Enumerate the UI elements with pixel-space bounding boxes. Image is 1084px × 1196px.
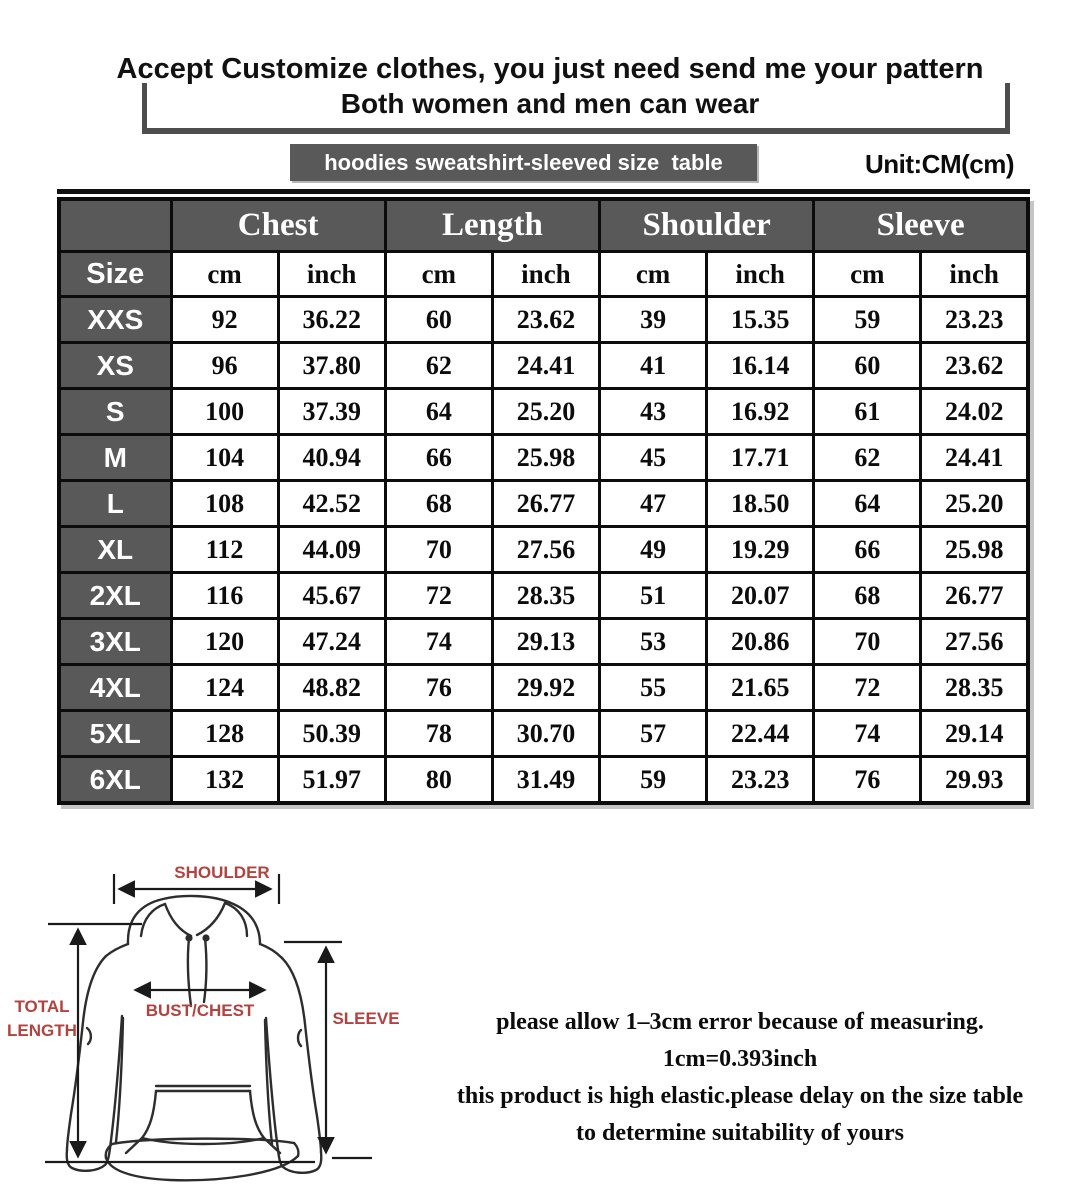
value-cell: 18.50 xyxy=(707,481,814,527)
value-cell: 48.82 xyxy=(278,665,385,711)
value-cell: 36.22 xyxy=(278,297,385,343)
value-cell: 47.24 xyxy=(278,619,385,665)
value-cell: 21.65 xyxy=(707,665,814,711)
value-cell: 60 xyxy=(385,297,492,343)
group-header-shoulder: Shoulder xyxy=(600,199,814,252)
sub-header-row xyxy=(59,252,1028,297)
value-cell: 17.71 xyxy=(707,435,814,481)
value-cell: 31.49 xyxy=(492,757,599,804)
header-text xyxy=(90,52,1010,121)
value-cell: 30.70 xyxy=(492,711,599,757)
value-cell: 19.29 xyxy=(707,527,814,573)
value-cell: 25.98 xyxy=(492,435,599,481)
table-row xyxy=(59,435,1028,481)
corner-cell xyxy=(59,199,171,252)
size-label-cell: S xyxy=(59,389,171,435)
value-cell: 25.98 xyxy=(921,527,1028,573)
value-cell: 59 xyxy=(814,297,921,343)
value-cell: 108 xyxy=(171,481,278,527)
value-cell: 43 xyxy=(600,389,707,435)
value-cell: 41 xyxy=(600,343,707,389)
value-cell: 76 xyxy=(814,757,921,804)
table-row xyxy=(59,481,1028,527)
unit-header-cell: cm xyxy=(171,252,278,297)
value-cell: 60 xyxy=(814,343,921,389)
table-top-rule xyxy=(57,189,1030,194)
value-cell: 68 xyxy=(814,573,921,619)
unit-header-cell: inch xyxy=(278,252,385,297)
unit-header-cell: cm xyxy=(814,252,921,297)
unit-label: Unit:CM(cm) xyxy=(864,149,1014,179)
value-cell: 80 xyxy=(385,757,492,804)
value-cell: 72 xyxy=(814,665,921,711)
unit-header-cell: inch xyxy=(921,252,1028,297)
value-cell: 28.35 xyxy=(492,573,599,619)
table-row xyxy=(59,343,1028,389)
value-cell: 104 xyxy=(171,435,278,481)
value-cell: 70 xyxy=(385,527,492,573)
value-cell: 66 xyxy=(814,527,921,573)
size-label-cell: XXS xyxy=(59,297,171,343)
note-line: to determine suitability of yours xyxy=(576,1120,904,1146)
value-cell: 74 xyxy=(385,619,492,665)
size-label-cell: 5XL xyxy=(59,711,171,757)
size-label-cell: 3XL xyxy=(59,619,171,665)
value-cell: 23.23 xyxy=(707,757,814,804)
value-cell: 16.92 xyxy=(707,389,814,435)
value-cell: 66 xyxy=(385,435,492,481)
table-row xyxy=(59,527,1028,573)
value-cell: 132 xyxy=(171,757,278,804)
size-label-cell: XL xyxy=(59,527,171,573)
value-cell: 29.92 xyxy=(492,665,599,711)
value-cell: 78 xyxy=(385,711,492,757)
value-cell: 25.20 xyxy=(492,389,599,435)
note-line: please allow 1–3cm error because of measuring. xyxy=(496,1009,984,1035)
size-header-cell: Size xyxy=(59,252,171,297)
value-cell: 76 xyxy=(385,665,492,711)
value-cell: 26.77 xyxy=(921,573,1028,619)
group-header-row xyxy=(59,199,1028,252)
value-cell: 39 xyxy=(600,297,707,343)
value-cell: 23.23 xyxy=(921,297,1028,343)
group-header-chest: Chest xyxy=(171,199,385,252)
notes-block xyxy=(408,1004,1072,1152)
value-cell: 45 xyxy=(600,435,707,481)
value-cell: 20.07 xyxy=(707,573,814,619)
value-cell: 29.93 xyxy=(921,757,1028,804)
value-cell: 24.41 xyxy=(921,435,1028,481)
value-cell: 27.56 xyxy=(921,619,1028,665)
shoulder-label: SHOULDER xyxy=(174,863,270,882)
value-cell: 62 xyxy=(385,343,492,389)
sleeve-label: SLEEVE xyxy=(332,1009,400,1028)
note-line: this product is high elastic.please delay on the size table xyxy=(456,1083,1024,1109)
value-cell: 37.80 xyxy=(278,343,385,389)
size-label-cell: 4XL xyxy=(59,665,171,711)
note-line: 1cm=0.393inch xyxy=(662,1046,818,1072)
value-cell: 37.39 xyxy=(278,389,385,435)
table-row xyxy=(59,297,1028,343)
value-cell: 92 xyxy=(171,297,278,343)
value-cell: 124 xyxy=(171,665,278,711)
table-row xyxy=(59,389,1028,435)
value-cell: 29.14 xyxy=(921,711,1028,757)
value-cell: 53 xyxy=(600,619,707,665)
size-table xyxy=(57,197,1030,805)
size-label-cell: XS xyxy=(59,343,171,389)
size-label-cell: M xyxy=(59,435,171,481)
table-row xyxy=(59,711,1028,757)
header-line-2: Both women and men can wear xyxy=(340,88,760,119)
unit-header-cell: cm xyxy=(600,252,707,297)
value-cell: 40.94 xyxy=(278,435,385,481)
value-cell: 59 xyxy=(600,757,707,804)
hoodie-outline xyxy=(67,896,322,1180)
value-cell: 25.20 xyxy=(921,481,1028,527)
hoodie-measurement-diagram xyxy=(0,856,425,1194)
value-cell: 22.44 xyxy=(707,711,814,757)
value-cell: 50.39 xyxy=(278,711,385,757)
value-cell: 72 xyxy=(385,573,492,619)
value-cell: 28.35 xyxy=(921,665,1028,711)
value-cell: 23.62 xyxy=(921,343,1028,389)
unit-header-cell: inch xyxy=(492,252,599,297)
value-cell: 44.09 xyxy=(278,527,385,573)
bust-chest-label: BUST/CHEST xyxy=(145,1001,255,1020)
value-cell: 20.86 xyxy=(707,619,814,665)
value-cell: 64 xyxy=(814,481,921,527)
value-cell: 49 xyxy=(600,527,707,573)
total-length-label-1: TOTAL xyxy=(14,997,70,1016)
value-cell: 112 xyxy=(171,527,278,573)
value-cell: 23.62 xyxy=(492,297,599,343)
value-cell: 15.35 xyxy=(707,297,814,343)
value-cell: 100 xyxy=(171,389,278,435)
unit-header-cell: inch xyxy=(707,252,814,297)
value-cell: 45.67 xyxy=(278,573,385,619)
sleeve-arrow xyxy=(284,942,372,1158)
size-label-cell: 6XL xyxy=(59,757,171,804)
value-cell: 64 xyxy=(385,389,492,435)
value-cell: 116 xyxy=(171,573,278,619)
value-cell: 24.02 xyxy=(921,389,1028,435)
value-cell: 29.13 xyxy=(492,619,599,665)
value-cell: 57 xyxy=(600,711,707,757)
value-cell: 27.56 xyxy=(492,527,599,573)
value-cell: 42.52 xyxy=(278,481,385,527)
value-cell: 51 xyxy=(600,573,707,619)
value-cell: 16.14 xyxy=(707,343,814,389)
table-row xyxy=(59,757,1028,804)
header-banner xyxy=(90,50,1010,130)
size-label-cell: 2XL xyxy=(59,573,171,619)
value-cell: 24.41 xyxy=(492,343,599,389)
value-cell: 26.77 xyxy=(492,481,599,527)
value-cell: 70 xyxy=(814,619,921,665)
header-line-1: Accept Customize clothes, you just need send me your pattern xyxy=(116,53,984,85)
group-header-length: Length xyxy=(385,199,599,252)
table-row xyxy=(59,665,1028,711)
size-label-cell: L xyxy=(59,481,171,527)
group-header-sleeve: Sleeve xyxy=(814,199,1028,252)
total-length-label-2: LENGTH xyxy=(7,1021,77,1040)
value-cell: 61 xyxy=(814,389,921,435)
unit-header-cell: cm xyxy=(385,252,492,297)
value-cell: 120 xyxy=(171,619,278,665)
value-cell: 55 xyxy=(600,665,707,711)
value-cell: 68 xyxy=(385,481,492,527)
value-cell: 47 xyxy=(600,481,707,527)
value-cell: 62 xyxy=(814,435,921,481)
value-cell: 74 xyxy=(814,711,921,757)
value-cell: 128 xyxy=(171,711,278,757)
value-cell: 96 xyxy=(171,343,278,389)
table-title-bar: hoodies sweatshirt-sleeved size table xyxy=(290,144,757,181)
table-row xyxy=(59,573,1028,619)
value-cell: 51.97 xyxy=(278,757,385,804)
table-row xyxy=(59,619,1028,665)
